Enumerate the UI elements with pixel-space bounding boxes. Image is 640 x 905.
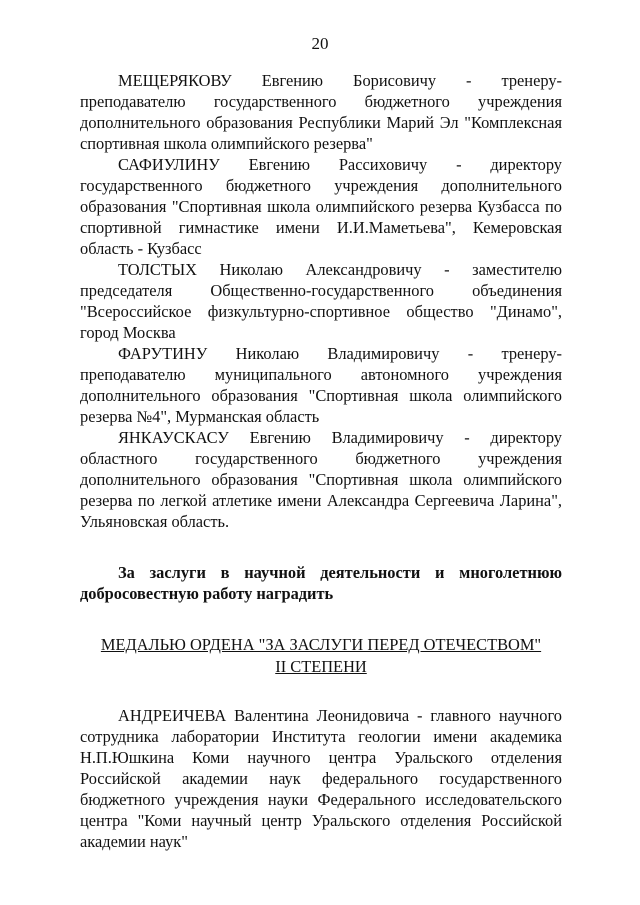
page-number: 20 [311, 34, 329, 53]
award-entry-safiulin: САФИУЛИНУ Евгению Рассиховичу - директору государственного бюджетного учреждения дополнительного образования "Спортивная школа олимпийского резерва Кузбасса по спортивной гимнастике имени И.И.Маметьева", Кемеровская область - Кузбасс [80, 155, 562, 258]
award-title-line-2: II СТЕПЕНИ [275, 657, 367, 676]
award-entry-yankauskas: ЯНКАУСКАСУ Евгению Владимировичу - директору областного государственного бюджетного учреждения дополнительного образования "Спортивная школа олимпийского резерва по легкой атлетике имени Александра Сергеевича Ларина", Ульяновская область. [80, 428, 562, 531]
award-entry-mescheryakov: МЕЩЕРЯКОВУ Евгению Борисовичу - тренеру-преподавателю государственного бюджетного учреждения дополнительного образования Республики Марий Эл "Комплексная спортивная школа олимпийского резерва" [80, 71, 562, 153]
award-entry-tolstykh: ТОЛСТЫХ Николаю Александровичу - заместителю председателя Общественно-государственного объединения "Всероссийское физкультурно-спортивное общество "Динамо", город Москва [80, 260, 562, 342]
award-title [80, 634, 562, 678]
award-title-line-1: МЕДАЛЬЮ ОРДЕНА "ЗА ЗАСЛУГИ ПЕРЕД ОТЕЧЕСТВОМ" [100, 635, 542, 654]
merit-heading: За заслуги в научной деятельности и многолетнюю добросовестную работу наградить [80, 563, 562, 603]
award-entry-andreichev: АНДРЕИЧЕВА Валентина Леонидовича - главного научного сотрудника лаборатории Института геологии имени академика Н.П.Юшкина Коми научного центра Уральского отделения Российской академии наук федерального государственного бюджетного учреждения науки Федерального исследовательского центра "Коми научный центр Уральского отделения Российской академии наук" [80, 706, 562, 851]
award-entry-farutin: ФАРУТИНУ Николаю Владимировичу - тренеру-преподавателю муниципального автономного учреждения дополнительного образования "Спортивная школа олимпийского резерва №4", Мурманская область [80, 344, 562, 426]
document-body [80, 70, 562, 852]
